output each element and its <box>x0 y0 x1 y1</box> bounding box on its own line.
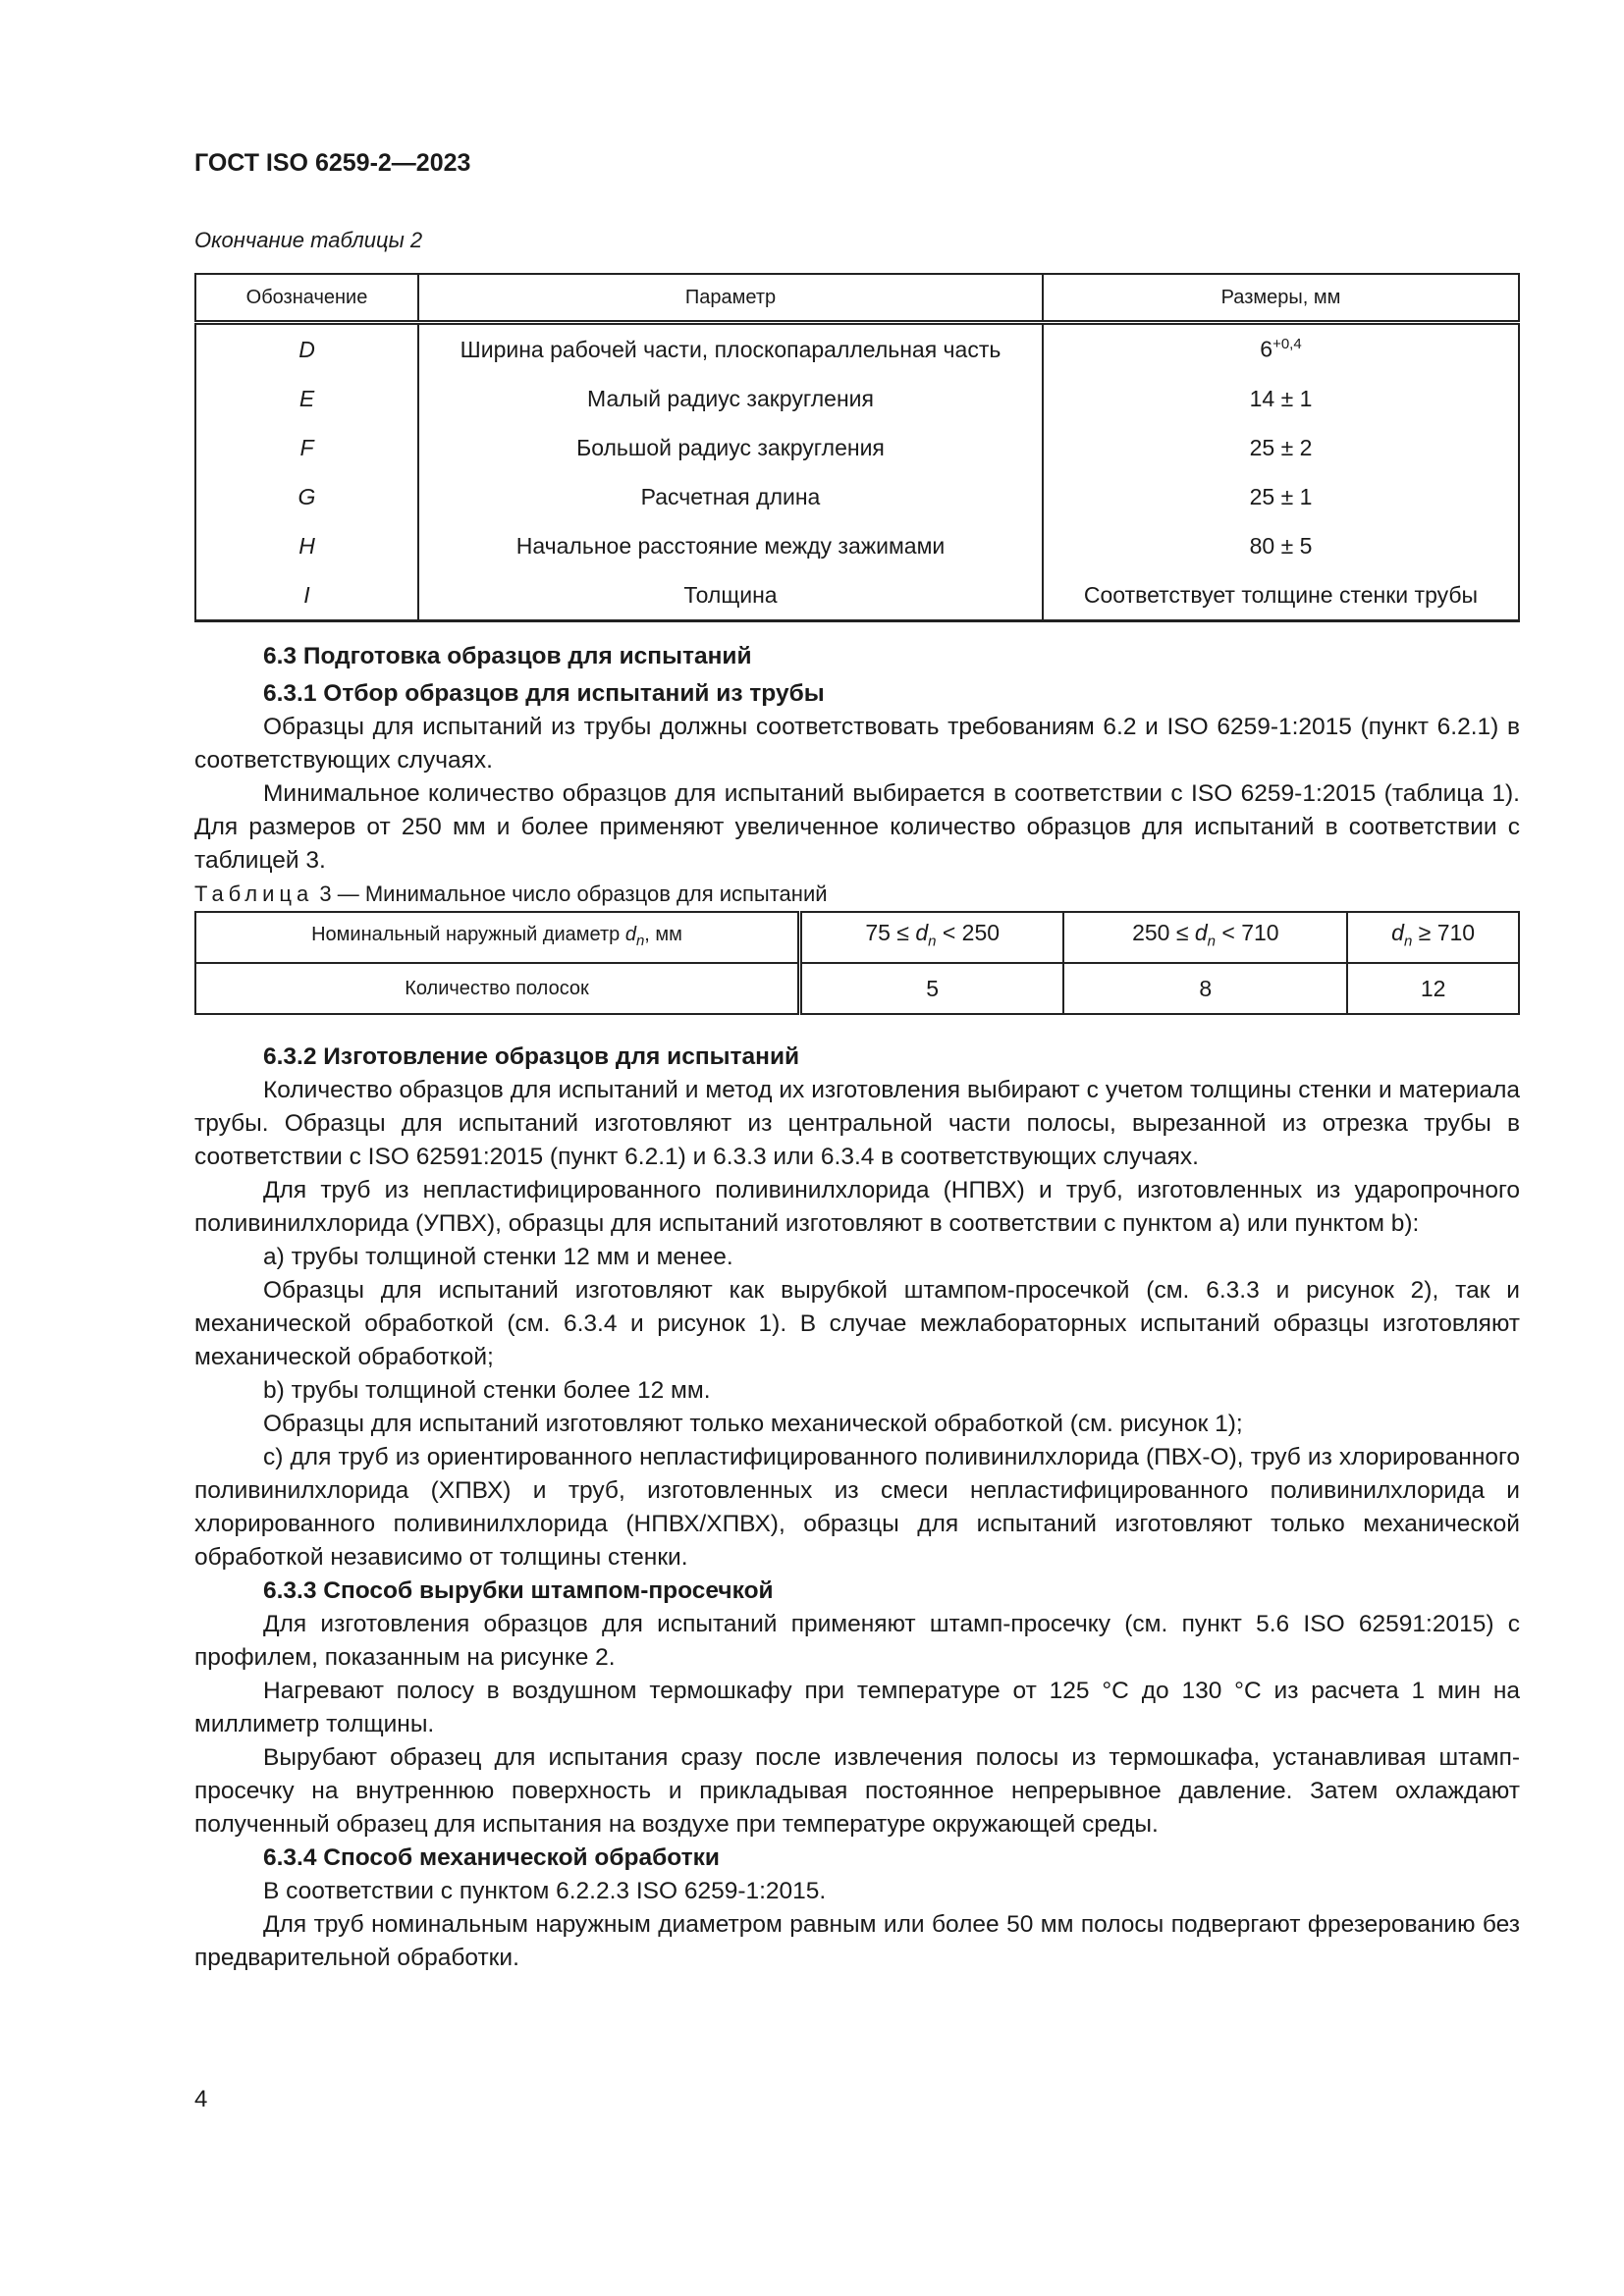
size-cell: Соответствует толщине стенки трубы <box>1043 570 1519 621</box>
symbol-d <box>1391 920 1413 950</box>
paragraph: Образцы для испытаний изготовляют как вырубкой штампом-просечкой (см. 6.3.3 и рисунок 2), так и механической обработкой (см. 6.3.4 и рисунок 1). В случае межлабораторных испытаний образцы изготовляют механической обработкой; <box>194 1277 1520 1370</box>
range-cell <box>1063 912 1347 963</box>
paragraph: Для изготовления образцов для испытаний применяют штамп-просечку (см. пункт 5.6 ISO 62591:2015) с профилем, показанным на рисунке 2. <box>194 1611 1520 1671</box>
d: d <box>624 923 636 945</box>
caption-word: Таблица <box>194 881 314 906</box>
label-text: Номинальный наружный диаметр <box>311 923 625 945</box>
paragraph: Образцы для испытаний из трубы должны соответствовать требованиям 6.2 и ISO 6259-1:2015 (пункт 6.2.1) в соответствующих случаях. <box>194 714 1520 774</box>
table-row <box>195 963 1519 1014</box>
page-number: 4 <box>194 2086 208 2112</box>
range-part: 75 ≤ <box>865 920 916 946</box>
column-header: Обозначение <box>195 274 418 323</box>
table-2 <box>194 273 1520 622</box>
paragraph: a) трубы толщиной стенки 12 мм и менее. <box>263 1244 733 1270</box>
range-part: < 710 <box>1215 920 1279 946</box>
size-value: 6 <box>1260 336 1273 362</box>
size-cell: 25 ± 2 <box>1043 423 1519 472</box>
table-header-row <box>195 274 1519 323</box>
paragraph: Для труб из непластифицированного поливинилхлорида (НПВХ) и труб, изготовленных из ударопрочного поливинилхлорида (УПВХ), образцы для испытаний изготовляют в соответствии с пунктом a) или пунктом b): <box>194 1177 1520 1237</box>
range-part: ≥ 710 <box>1412 920 1476 946</box>
n: n <box>1403 933 1413 950</box>
table-row <box>195 374 1519 423</box>
section-heading-6-3-2: 6.3.2 Изготовление образцов для испытаний <box>263 1043 800 1070</box>
symbol-cell: D <box>195 323 418 375</box>
range-part: 250 ≤ <box>1132 920 1195 946</box>
parameter-cell: Начальное расстояние между зажимами <box>418 521 1043 570</box>
size-tolerance: +0,4 <box>1272 336 1302 353</box>
unit: , мм <box>644 923 682 945</box>
column-header: Размеры, мм <box>1043 274 1519 323</box>
symbol-cell: E <box>195 374 418 423</box>
row-label: Количество полосок <box>195 963 800 1014</box>
parameter-cell: Малый радиус закругления <box>418 374 1043 423</box>
range-cell <box>1347 912 1519 963</box>
paragraph: Для труб номинальным наружным диаметром равным или более 50 мм полосы подвергают фрезерованию без предварительной обработки. <box>194 1911 1520 1971</box>
table-row <box>195 570 1519 621</box>
value-cell: 5 <box>800 963 1064 1014</box>
paragraph: Вырубают образец для испытания сразу после извлечения полосы из термошкафа, устанавливая штамп-просечку на внутреннюю поверхность и прикладывая постоянное непрерывное давление. Затем охлаждают полученный образец для испытания на воздухе при температуре окружающей среды. <box>194 1744 1520 1838</box>
symbol-d <box>1194 920 1216 950</box>
paragraph: b) трубы толщиной стенки более 12 мм. <box>263 1377 711 1404</box>
symbol-cell: H <box>195 521 418 570</box>
n: n <box>928 933 937 950</box>
table-row <box>195 521 1519 570</box>
table-row <box>195 912 1519 963</box>
n: n <box>1207 933 1216 950</box>
document-body <box>194 640 1520 1975</box>
table-row <box>195 323 1519 375</box>
parameter-cell: Большой радиус закругления <box>418 423 1043 472</box>
row-label <box>195 912 800 963</box>
size-cell: 80 ± 5 <box>1043 521 1519 570</box>
symbol-d <box>624 923 645 949</box>
caption-text: 3 — Минимальное число образцов для испытаний <box>319 881 828 906</box>
parameter-cell: Толщина <box>418 570 1043 621</box>
section-heading-6-3-4: 6.3.4 Способ механической обработки <box>263 1844 720 1871</box>
paragraph: В соответствии с пунктом 6.2.2.3 ISO 6259-1:2015. <box>263 1878 827 1904</box>
range-cell <box>800 912 1064 963</box>
symbol-cell: F <box>195 423 418 472</box>
document-header: ГОСТ ISO 6259-2—2023 <box>194 149 471 177</box>
size-cell: 25 ± 1 <box>1043 472 1519 521</box>
size-cell: 14 ± 1 <box>1043 374 1519 423</box>
paragraph: Количество образцов для испытаний и метод их изготовления выбирают с учетом толщины стенки и материала трубы. Образцы для испытаний изготовляют из центральной части полосы, вырезанной из отрезка трубы в соответствии с ISO 62591:2015 (пункт 6.2.1) и 6.3.3 или 6.3.4 в соответствующих случаях. <box>194 1077 1520 1170</box>
value-cell: 8 <box>1063 963 1347 1014</box>
section-heading-6-3-1: 6.3.1 Отбор образцов для испытаний из трубы <box>263 680 825 707</box>
symbol-cell: I <box>195 570 418 621</box>
parameter-cell: Ширина рабочей части, плоскопараллельная часть <box>418 323 1043 375</box>
value-cell: 12 <box>1347 963 1519 1014</box>
d: d <box>1391 920 1404 946</box>
range-part: < 250 <box>936 920 1001 946</box>
table-row <box>195 423 1519 472</box>
table3-caption <box>194 878 1520 911</box>
paragraph: c) для труб из ориентированного непластифицированного поливинилхлорида (ПВХ-О), труб из хлорированного поливинилхлорида (ХПВХ) и труб, изготовленных из смеси непластифицированного поливинилхлорида и хлорированного поливинилхлорида (НПВХ/ХПВХ), образцы для испытаний изготовляют только механической обработкой независимо от толщины стенки. <box>194 1444 1520 1571</box>
d: d <box>1194 920 1208 946</box>
symbol-d <box>915 920 937 950</box>
section-heading-6-3: 6.3 Подготовка образцов для испытаний <box>263 643 752 669</box>
table-3 <box>194 911 1520 1015</box>
n: n <box>635 932 645 949</box>
d: d <box>915 920 929 946</box>
symbol-cell: G <box>195 472 418 521</box>
table-row <box>195 472 1519 521</box>
table2-continuation-label: Окончание таблицы 2 <box>194 228 423 252</box>
size-cell <box>1043 323 1519 375</box>
parameter-cell: Расчетная длина <box>418 472 1043 521</box>
paragraph: Образцы для испытаний изготовляют только механической обработкой (см. рисунок 1); <box>263 1411 1243 1437</box>
column-header: Параметр <box>418 274 1043 323</box>
section-heading-6-3-3: 6.3.3 Способ вырубки штампом-просечкой <box>263 1577 774 1604</box>
paragraph: Нагревают полосу в воздушном термошкафу при температуре от 125 °C до 130 °C из расчета 1 мин на миллиметр толщины. <box>194 1678 1520 1737</box>
paragraph: Минимальное количество образцов для испытаний выбирается в соответствии с ISO 6259-1:2015 (таблица 1). Для размеров от 250 мм и более применяют увеличенное количество образцов для испытаний в соответствии с таблицей 3. <box>194 780 1520 874</box>
